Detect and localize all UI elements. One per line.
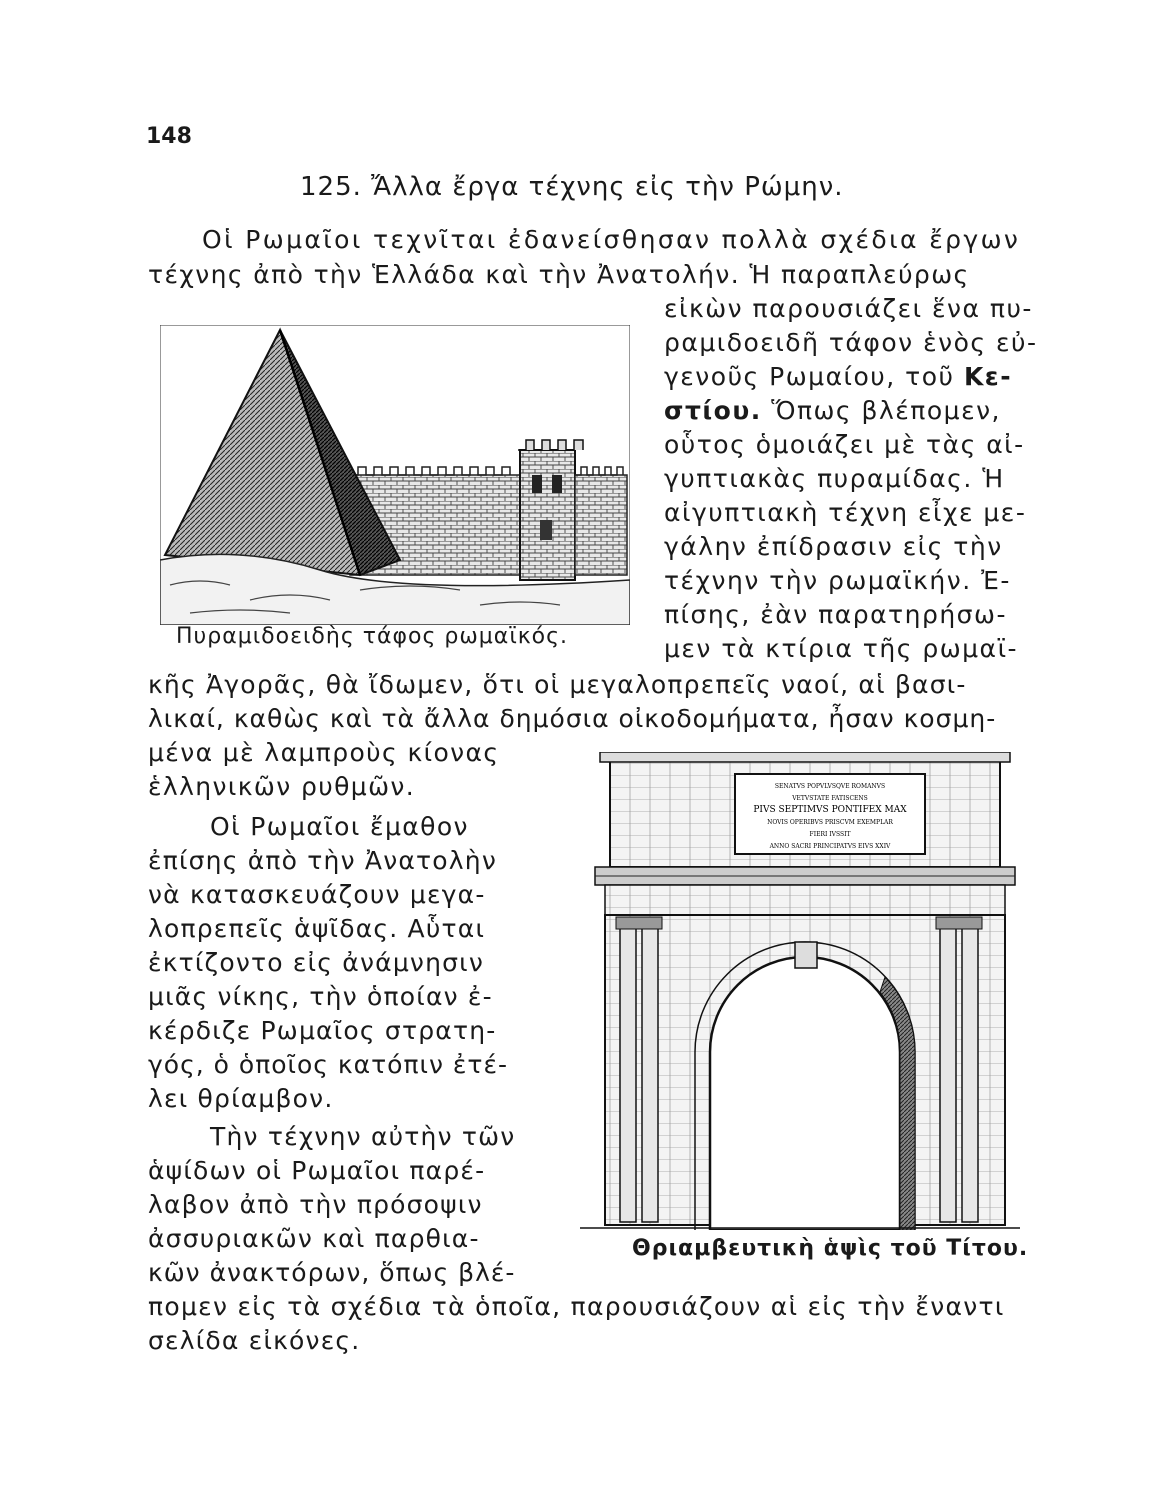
text-line: ἐπίσης ἀπὸ τὴν Ἀνατολὴν <box>148 846 498 875</box>
text-line: κέρδιζε Ρωμαῖος στρατη- <box>148 1016 497 1045</box>
text-line: νὰ κατασκευάζουν μεγα- <box>148 880 486 909</box>
archway <box>710 957 900 1230</box>
pyramid-caption: Πυραμιδοειδὴς τάφος ρωμαϊκός. <box>176 624 569 649</box>
text-line: γός, ὁ ὁποῖος κατόπιν ἐτέ- <box>148 1050 508 1079</box>
text-line: ἁψίδων οἱ Ρωμαῖοι παρέ- <box>148 1156 486 1185</box>
text-fragment: Ὅπως βλέπομεν, <box>771 396 1001 425</box>
pyramid-illustration <box>160 325 630 625</box>
text-line: ἀσσυριακῶν καὶ παρθια- <box>148 1224 480 1253</box>
text-line: οὗτος ὁμοιάζει μὲ τὰς αἰ- <box>664 430 1025 459</box>
inscription-line: VETVSTATE FATISCENS <box>792 795 868 802</box>
arch-caption: Θριαμβευτικὴ ἁψὶς τοῦ Τίτου. <box>632 1236 1029 1261</box>
text-line: εἰκὼν παρουσιάζει ἕνα πυ- <box>664 294 1033 323</box>
text-line: μεν τὰ κτίρια τῆς ρωμαϊ- <box>664 634 1018 663</box>
text-line: λαβον ἀπὸ τὴν πρόσοψιν <box>148 1190 483 1219</box>
text-line: Τὴν τέχνην αὐτὴν τῶν <box>210 1122 516 1151</box>
inscription-line: FIERI IVSSIT <box>809 831 851 838</box>
text-line: αἰγυπτιακὴ τέχνη εἶχε με- <box>664 498 1027 527</box>
text-line: ραμιδοειδῆ τάφον ἑνὸς εὐ- <box>664 328 1038 357</box>
round-tower <box>520 450 575 580</box>
page-number: 148 <box>146 124 192 149</box>
inscription-line: SENATVS POPVLVSQVE ROMANVS <box>774 783 886 790</box>
text-line: κῶν ἀνακτόρων, ὅπως βλέ- <box>148 1258 516 1287</box>
section-title: 125. Ἄλλα ἔργα τέχνης εἰς τὴν Ρώμην. <box>300 172 844 202</box>
text-line: πομεν εἰς τὰ σχέδια τὰ ὁποῖα, παρουσιάζουν αἱ εἰς τὴν ἔναντι <box>148 1292 1005 1321</box>
text-line: Οἱ Ρωμαῖοι τεχνῖται ἐδανείσθησαν πολλὰ σχέδια ἔργων <box>202 225 1021 254</box>
text-line: σελίδα εἰκόνες. <box>148 1326 361 1355</box>
text-line <box>664 362 1012 391</box>
bold-name: Κε- <box>963 362 1013 391</box>
inscription-line: PIVS SEPTIMVS PONTIFEX MAX <box>753 805 907 815</box>
text-line: λικαί, καθὼς καὶ τὰ ἄλλα δημόσια οἰκοδομήματα, ἦσαν κοσμη- <box>148 704 997 733</box>
bold-name: στίου. <box>664 396 762 425</box>
text-line: τέχνην τὴν ρωμαϊκήν. Ἐ- <box>664 566 1011 595</box>
text-line: μιᾶς νίκης, τὴν ὁποίαν ἐ- <box>148 982 493 1011</box>
text-line: Οἱ Ρωμαῖοι ἔμαθον <box>210 812 469 841</box>
text-line: γάλην ἐπίδρασιν εἰς τὴν <box>664 532 1003 561</box>
inscription-line: ANNO SACRI PRINCIPATVS EIVS XXIV <box>769 843 891 850</box>
text-line: πίσης, ἐὰν παρατηρήσω- <box>664 600 1007 629</box>
text-line: ἐκτίζοντο εἰς ἀνάμνησιν <box>148 948 485 977</box>
text-line: κῆς Ἀγορᾶς, θὰ ἴδωμεν, ὅτι οἱ μεγαλοπρεπεῖς ναοί, αἱ βασι- <box>148 670 967 699</box>
inscription-line: NOVIS OPERIBVS PRISCVM EXEMPLAR <box>767 819 893 826</box>
text-line: τέχνης ἀπὸ τὴν Ἑλλάδα καὶ τὴν Ἀνατολήν. Ἡ παραπλεύρως <box>148 260 970 289</box>
text-line: λοπρεπεῖς ἁψῖδας. Αὗται <box>148 914 486 943</box>
text-fragment: γενοῦς Ρωμαίου, τοῦ <box>664 362 955 391</box>
text-line <box>664 396 1001 425</box>
arch-illustration <box>580 752 1020 1230</box>
text-line: ἑλληνικῶν ρυθμῶν. <box>148 772 416 801</box>
text-line: μένα μὲ λαμπροὺς κίονας <box>148 738 500 767</box>
text-line: γυπτιακὰς πυραμίδας. Ἡ <box>664 464 1005 493</box>
text-line: λει θρίαμβον. <box>148 1084 334 1113</box>
